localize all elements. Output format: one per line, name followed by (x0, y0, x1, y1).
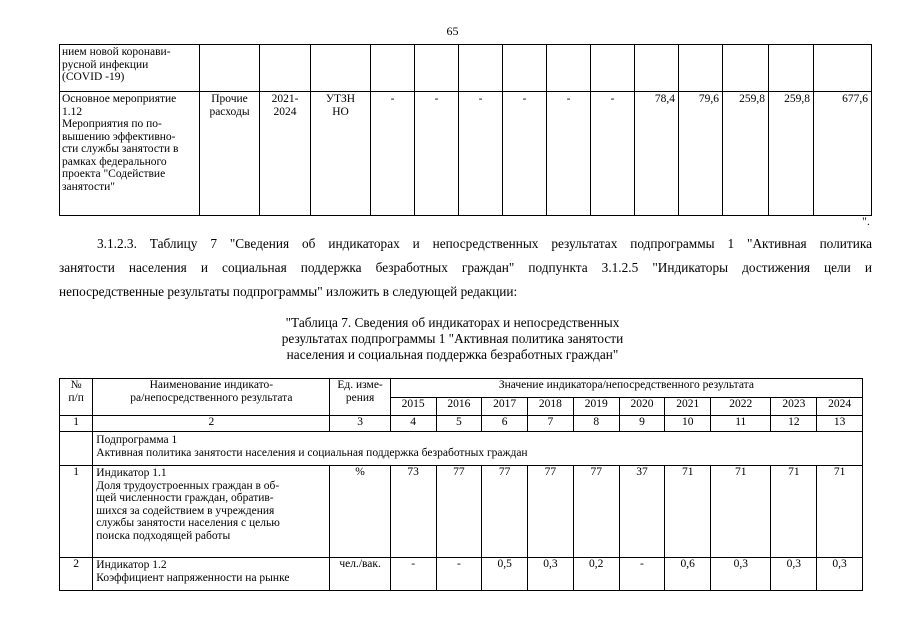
value-cell: 0,3 (711, 558, 771, 591)
col-number: 4 (390, 416, 436, 432)
measure-name: Основное мероприятие 1.12 Мероприятия по по- вышению эффективно- сти службы занятости в рамках федерального проекта "Содействие занятости" (60, 92, 200, 216)
value-cell: - (503, 92, 547, 216)
measures-table (59, 44, 872, 216)
value-cell: 78,4 (635, 92, 679, 216)
value-cell: 37 (619, 466, 665, 558)
value-cell: - (547, 92, 591, 216)
values-header: Значение индикатора/непосредственного результата (390, 379, 862, 398)
col-number: 7 (528, 416, 574, 432)
col-number: 12 (771, 416, 817, 432)
year-header: 2015 (390, 398, 436, 416)
col-number: 3 (330, 416, 390, 432)
value-cell: 73 (390, 466, 436, 558)
value-cell: 71 (665, 466, 711, 558)
col-number: 1 (60, 416, 93, 432)
value-cell: 71 (711, 466, 771, 558)
value-cell: 0,5 (482, 558, 528, 591)
paragraph-line: занятости населения и социальная поддержка безработных граждан" подпункта 3.1.2.5 "Индикаторы достижения цели и (59, 260, 872, 275)
table-row (60, 558, 863, 591)
year-header: 2023 (771, 398, 817, 416)
year-header: 2021 (665, 398, 711, 416)
year-header: 2020 (619, 398, 665, 416)
table-caption (0, 315, 905, 363)
value-cell: 79,6 (679, 92, 723, 216)
value-cell: - (415, 92, 459, 216)
amendment-paragraph (59, 232, 872, 304)
paragraph-line: 3.1.2.3. Таблицу 7 "Сведения об индикаторах и непосредственных результатах подпрограммы 1 "Активная политика (97, 236, 872, 251)
col-number: 13 (817, 416, 863, 432)
measure-name: нием новой коронави- русной инфекции (COVID -19) (60, 45, 200, 92)
subprogram-row (60, 432, 863, 466)
value-cell: 0,3 (528, 558, 574, 591)
header-row (60, 379, 863, 398)
value-cell: 77 (436, 466, 482, 558)
value-cell: - (390, 558, 436, 591)
col-number: 11 (711, 416, 771, 432)
value-cell: 0,2 (573, 558, 619, 591)
expense-type: Прочие расходы (200, 92, 260, 216)
year-header: 2019 (573, 398, 619, 416)
years-range: 2021- 2024 (260, 92, 311, 216)
closing-quote: ". (862, 214, 870, 228)
value-cell: 259,8 (769, 92, 814, 216)
year-header: 2022 (711, 398, 771, 416)
table-row (60, 45, 872, 92)
value-cell: - (459, 92, 503, 216)
indicator-name: Индикатор 1.2 Коэффициент напряженности на рынке (93, 558, 330, 591)
col-number: 2 (93, 416, 330, 432)
value-cell: 0,6 (665, 558, 711, 591)
value-cell: 77 (482, 466, 528, 558)
value-cell: - (436, 558, 482, 591)
year-header: 2024 (817, 398, 863, 416)
value-cell: 259,8 (723, 92, 769, 216)
value-cell: 0,3 (817, 558, 863, 591)
caption-line: населения и социальная поддержка безработных граждан" (286, 347, 619, 362)
value-cell: - (371, 92, 415, 216)
col-number: 8 (573, 416, 619, 432)
unit-cell: % (330, 466, 390, 558)
caption-line: результатах подпрограммы 1 "Активная политика занятости (281, 331, 624, 346)
value-cell: - (591, 92, 635, 216)
unit-cell: чел./вак. (330, 558, 390, 591)
subprogram-title: Подпрограмма 1 Активная политика занятости населения и социальная поддержка безработных граждан (93, 432, 863, 466)
page-number: 65 (446, 24, 459, 38)
table-row (60, 466, 863, 558)
indicators-table (59, 378, 863, 591)
col-number: 5 (436, 416, 482, 432)
indicator-name: Индикатор 1.1 Доля трудоустроенных граждан в об- щей численности граждан, обратив- шихся за содействием в учреждения службы занятости населения с целью поиска подходящей работы (93, 466, 330, 558)
value-cell: 71 (771, 466, 817, 558)
value-cell: 71 (817, 466, 863, 558)
value-cell: 0,3 (771, 558, 817, 591)
col-name-header: Наименование индикато- ра/непосредственного результата (93, 379, 330, 416)
paragraph-line: непосредственные результаты подпрограммы" изложить в следующей редакции: (59, 284, 518, 299)
col-unit-header: Ед. изме- рения (330, 379, 390, 416)
value-cell: - (619, 558, 665, 591)
col-number: 6 (482, 416, 528, 432)
row-number: 1 (60, 466, 93, 558)
col-number: 9 (619, 416, 665, 432)
year-header: 2018 (528, 398, 574, 416)
value-cell: 77 (573, 466, 619, 558)
row-number: 2 (60, 558, 93, 591)
caption-line: "Таблица 7. Сведения об индикаторах и непосредственных (285, 315, 620, 330)
executor: УТЗН НО (311, 92, 371, 216)
col-num-header: № п/п (60, 379, 93, 416)
year-header: 2016 (436, 398, 482, 416)
col-number: 10 (665, 416, 711, 432)
col-numbers-row (60, 416, 863, 432)
value-cell: 677,6 (814, 92, 872, 216)
year-header: 2017 (482, 398, 528, 416)
table-row (60, 92, 872, 216)
value-cell: 77 (528, 466, 574, 558)
